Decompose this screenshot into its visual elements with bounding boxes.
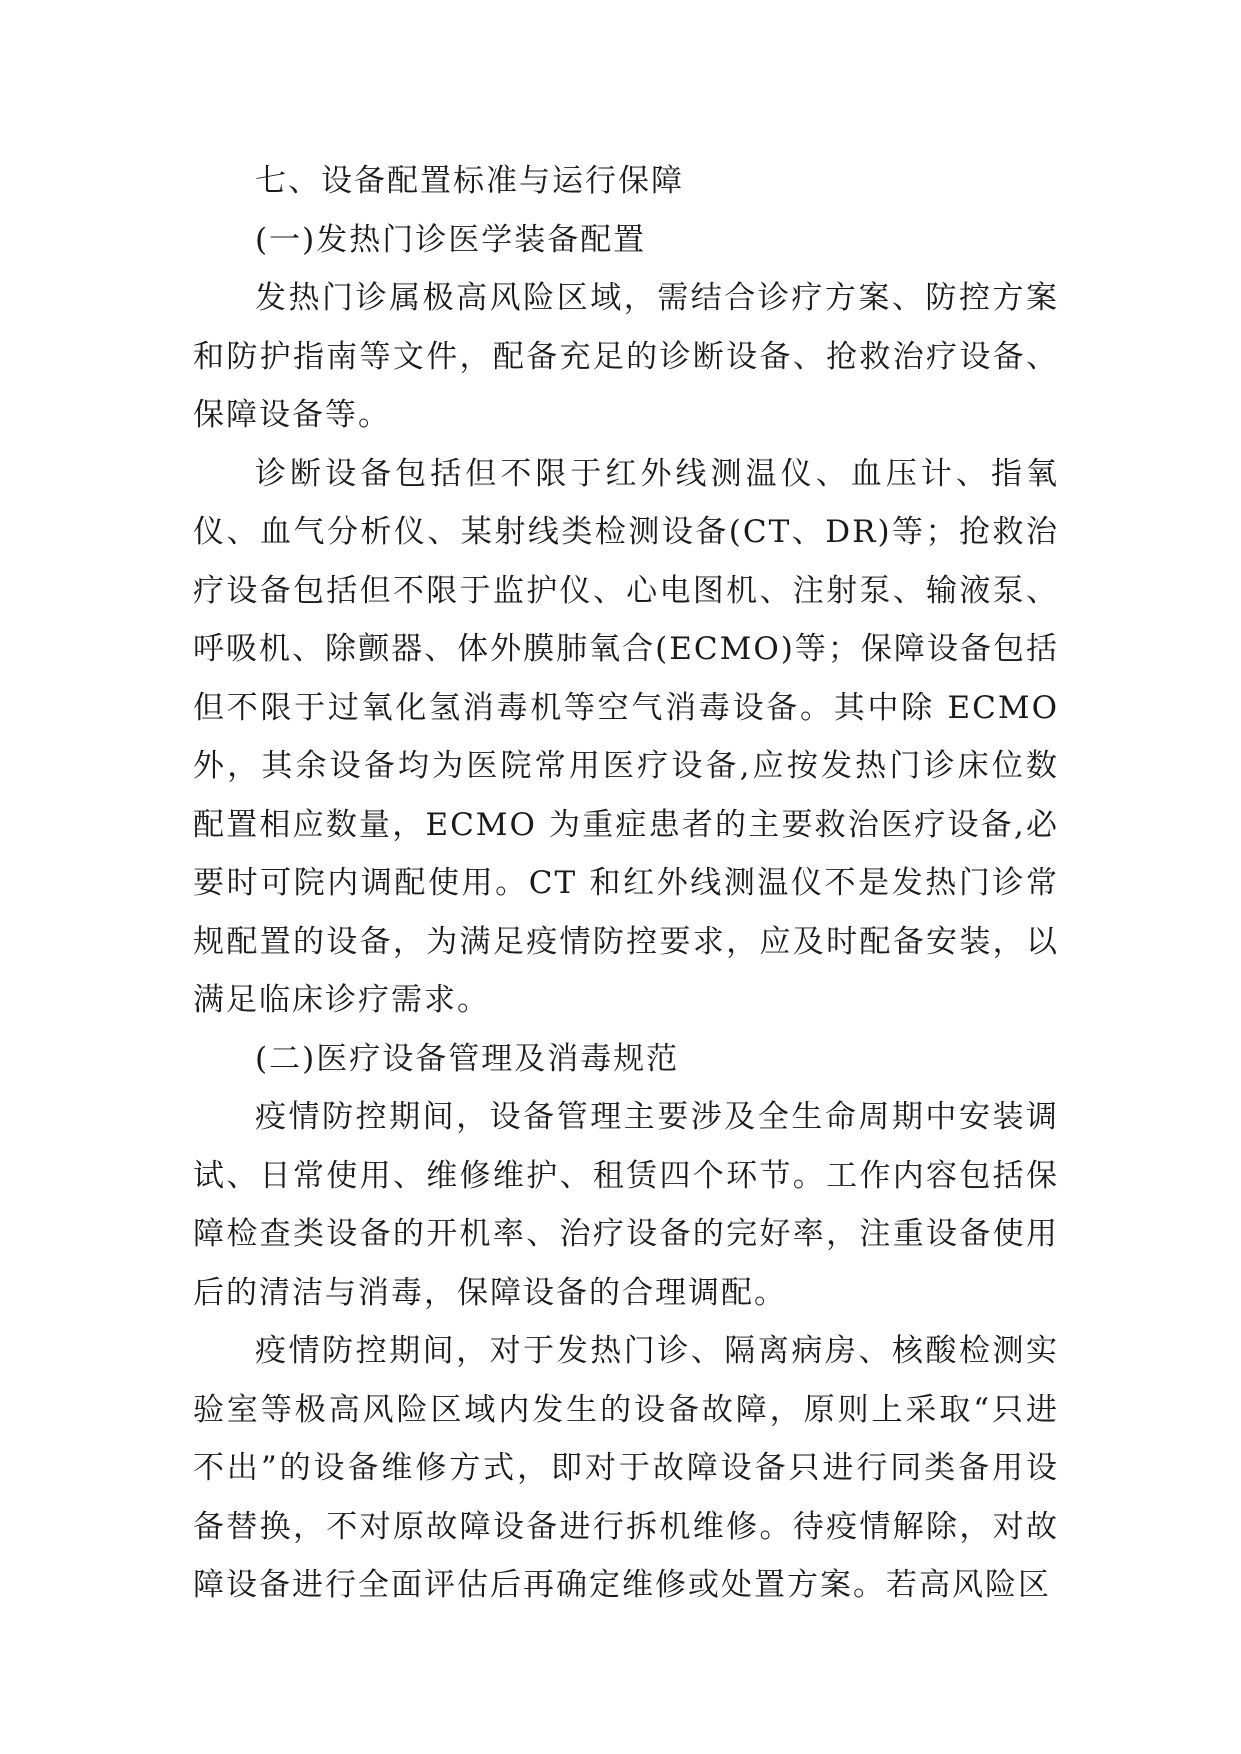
paragraph-fever-clinic-overview: 发热门诊属极高风险区域，需结合诊疗方案、防控方案和防护指南等文件，配备充足的诊断设备、抢救治疗设备、保障设备等。 — [193, 280, 1059, 433]
document-body — [193, 152, 1059, 1615]
subsection-heading-2: (二)医疗设备管理及消毒规范 — [255, 1040, 680, 1077]
subsection-heading-1: (一)发热门诊医学装备配置 — [255, 221, 647, 258]
paragraph-repair-policy: 疫情防控期间，对于发热门诊、隔离病房、核酸检测实验室等极高风险区域内发生的设备故障，原则上采取“只进不出”的设备维修方式，即对于故障设备只进行同类备用设备替换，不对原故障设备进行拆机维修。待疫情解除，对故障设备进行全面评估后再确定维修或处置方案。若高风险区 — [193, 1333, 1059, 1603]
paragraph-equipment-list: 诊断设备包括但不限于红外线测温仪、血压计、指氧仪、血气分析仪、某射线类检测设备(CT、DR)等；抢救治疗设备包括但不限于监护仪、心电图机、注射泵、输液泵、呼吸机、除颤器、体外膜肺氧合(ECMO)等；保障设备包括但不限于过氧化氢消毒机等空气消毒设备。其中除 ECMO 外，其余设备均为医院常用医疗设备,应按发热门诊床位数配置相应数量，ECMO 为重症患者的主要救治医疗设备,必要时可院内调配使用。CT 和红外线测温仪不是发热门诊常规配置的设备，为满足疫情防控要求，应及时配备安装，以满足临床诊疗需求。 — [193, 455, 1059, 1018]
section-heading: 七、设备配置标准与运行保障 — [255, 163, 684, 199]
paragraph-equipment-management: 疫情防控期间，设备管理主要涉及全生命周期中安装调试、日常使用、维修维护、租赁四个环节。工作内容包括保障检查类设备的开机率、治疗设备的完好率，注重设备使用后的清洁与消毒，保障设备的合理调配。 — [193, 1099, 1059, 1311]
